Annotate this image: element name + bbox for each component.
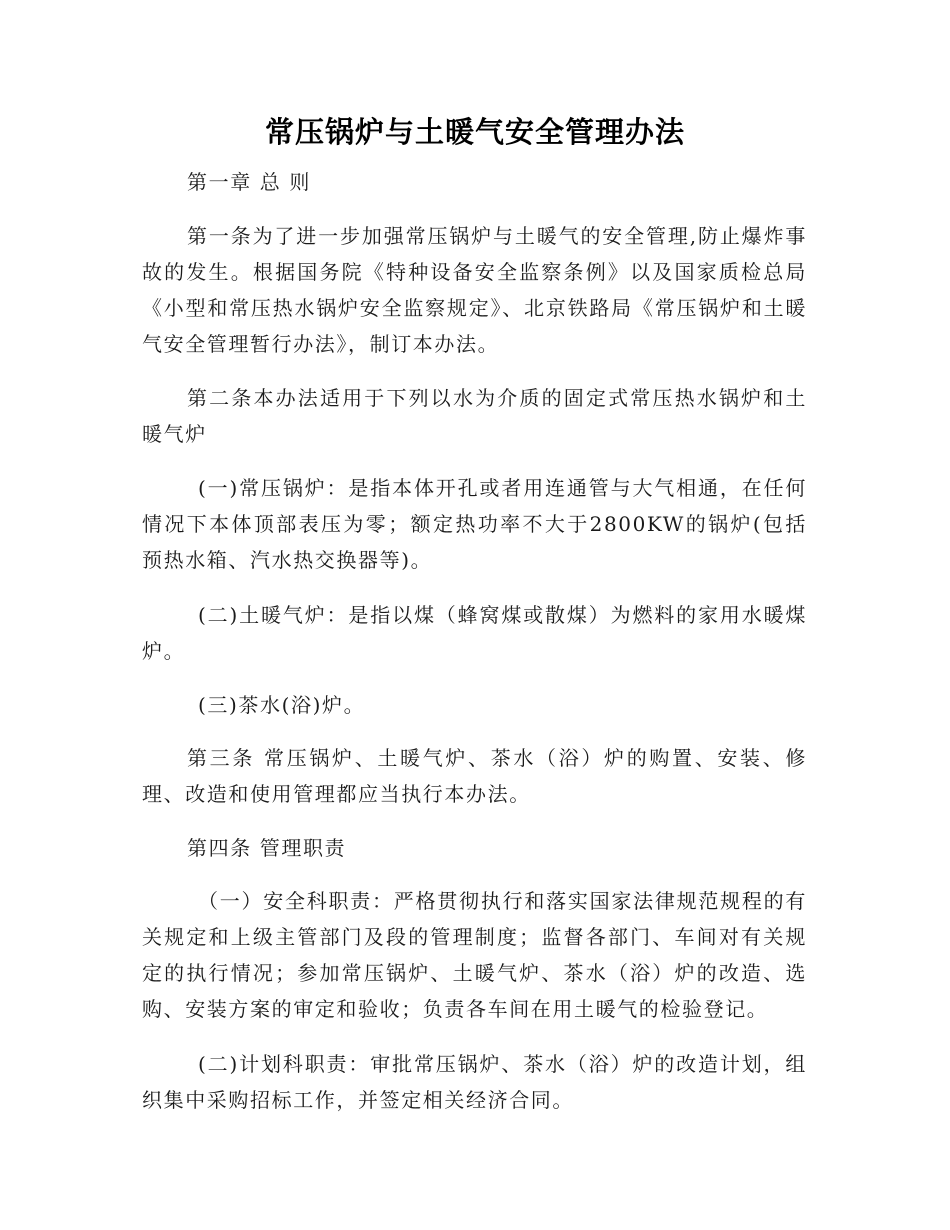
- article-1: 第一条为了进一步加强常压锅炉与土暖气的安全管理,防止爆炸事故的发生。根据国务院《特种设备安全监察条例》以及国家质检总局《小型和常压热水锅炉安全监察规定》、北京铁路局《常压锅炉和土暖气安全管理暂行办法》，制订本办法。: [142, 224, 807, 356]
- article-4-heading: 第四条 管理职责: [187, 836, 347, 860]
- article-4-item-2: (二)计划科职责：审批常压锅炉、茶水（浴）炉的改造计划，组织集中采购招标工作，并签定相关经济合同。: [142, 1052, 807, 1112]
- article-2-item-2: (二)土暖气炉：是指以煤（蜂窝煤或散煤）为燃料的家用水暖煤炉。: [142, 603, 807, 663]
- chapter-heading: 第一章 总 则: [187, 170, 311, 194]
- article-2: 第二条本办法适用于下列以水为介质的固定式常压热水锅炉和土暖气炉: [142, 386, 807, 446]
- document-title: 常压锅炉与土暖气安全管理办法: [264, 115, 685, 149]
- article-2-item-3: (三)茶水(浴)炉。: [198, 693, 366, 717]
- article-3: 第三条 常压锅炉、土暖气炉、茶水（浴）炉的购置、安装、修理、改造和使用管理都应当执行本办法。: [142, 746, 807, 806]
- article-2-item-1: (一)常压锅炉：是指本体开孔或者用连通管与大气相通，在任何情况下本体顶部表压为零；额定热功率不大于2800KW的锅炉(包括预热水箱、汽水热交换器等)。: [142, 476, 807, 572]
- article-4-item-1: （一）安全科职责：严格贯彻执行和落实国家法律规范规程的有关规定和上级主管部门及段的管理制度；监督各部门、车间对有关规定的执行情况；参加常压锅炉、土暖气炉、茶水（浴）炉的改造、选购、安装方案的审定和验收；负责各车间在用土暖气的检验登记。: [142, 889, 807, 1021]
